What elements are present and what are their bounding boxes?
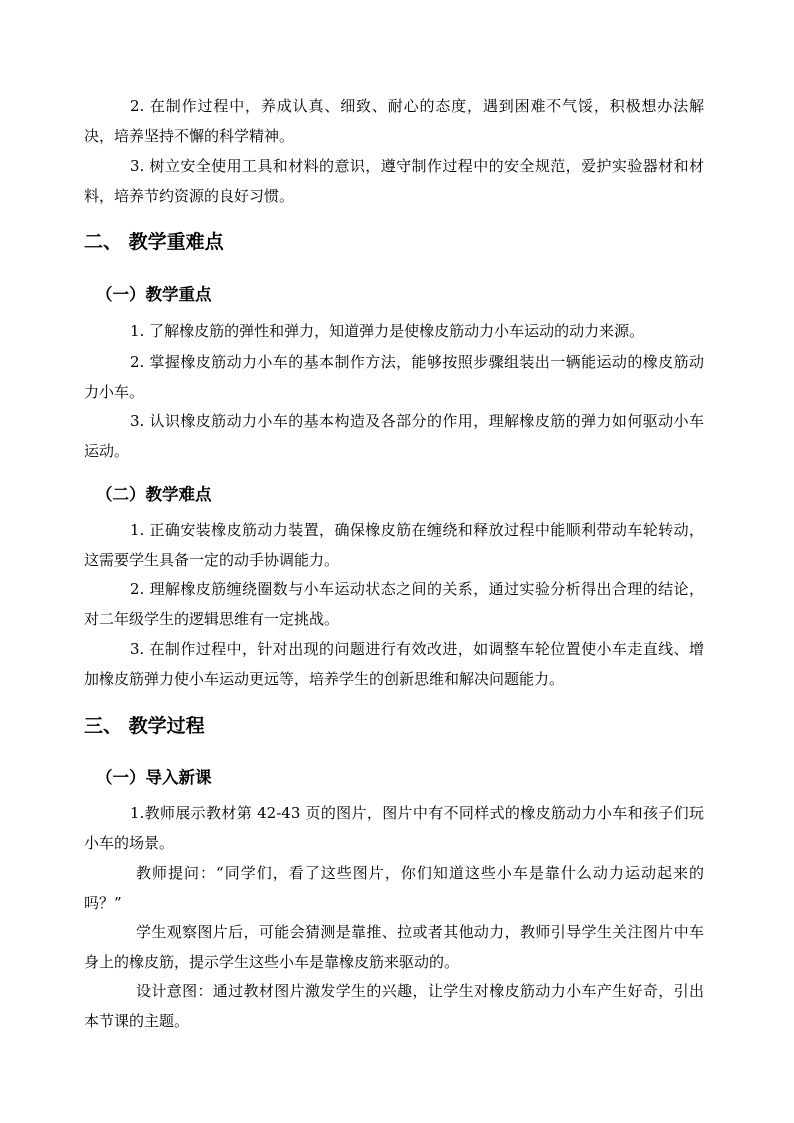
intro-paragraph-1: 1.教师展示教材第 42-43 页的图片，图片中有不同样式的橡皮筋动力小车和孩子们玩小车的场景。 bbox=[84, 804, 704, 852]
subheading-difficult-points: （二）教学难点 bbox=[96, 485, 212, 504]
section-heading-teaching-process: 三、 教学过程 bbox=[84, 715, 205, 737]
section-heading-key-difficult-points: 二、 教学重难点 bbox=[84, 231, 224, 253]
intro-paragraph-4: 设计意图：通过教材图片激发学生的兴趣，让学生对橡皮筋动力小车产生好奇，引出本节课的主题。 bbox=[84, 982, 704, 1030]
difficult-point-2: 2. 理解橡皮筋缠绕圈数与小车运动状态之间的关系，通过实验分析得出合理的结论，对二年级学生的逻辑思维有一定挑战。 bbox=[84, 580, 704, 628]
goal-paragraph-3: 3. 树立安全使用工具和材料的意识，遵守制作过程中的安全规范，爱护实验器材和材料，培养节约资源的良好习惯。 bbox=[84, 157, 704, 205]
subheading-introduction: （一）导入新课 bbox=[96, 768, 212, 787]
difficult-point-3: 3. 在制作过程中，针对出现的问题进行有效改进，如调整车轮位置使小车走直线、增加橡皮筋弹力使小车运动更远等，培养学生的创新思维和解决问题能力。 bbox=[84, 640, 704, 688]
subheading-key-points: （一）教学重点 bbox=[96, 285, 212, 304]
difficult-point-1: 1. 正确安装橡皮筋动力装置，确保橡皮筋在缠绕和释放过程中能顺利带动车轮转动，这需要学生具备一定的动手协调能力。 bbox=[84, 521, 704, 569]
key-point-2: 2. 掌握橡皮筋动力小车的基本制作方法，能够按照步骤组装出一辆能运动的橡皮筋动力小车。 bbox=[84, 353, 704, 401]
intro-paragraph-2: 教师提问：“同学们，看了这些图片，你们知道这些小车是靠什么动力运动起来的吗？” bbox=[84, 864, 704, 912]
goal-paragraph-2: 2. 在制作过程中，养成认真、细致、耐心的态度，遇到困难不气馁，积极想办法解决，培养坚持不懈的科学精神。 bbox=[84, 97, 704, 145]
key-point-3: 3. 认识橡皮筋动力小车的基本构造及各部分的作用，理解橡皮筋的弹力如何驱动小车运动。 bbox=[84, 412, 704, 460]
key-point-1: 1. 了解橡皮筋的弹性和弹力，知道弹力是使橡皮筋动力小车运动的动力来源。 bbox=[130, 322, 645, 340]
intro-paragraph-3: 学生观察图片后，可能会猜测是靠推、拉或者其他动力，教师引导学生关注图片中车身上的橡皮筋，提示学生这些小车是靠橡皮筋来驱动的。 bbox=[84, 923, 704, 971]
